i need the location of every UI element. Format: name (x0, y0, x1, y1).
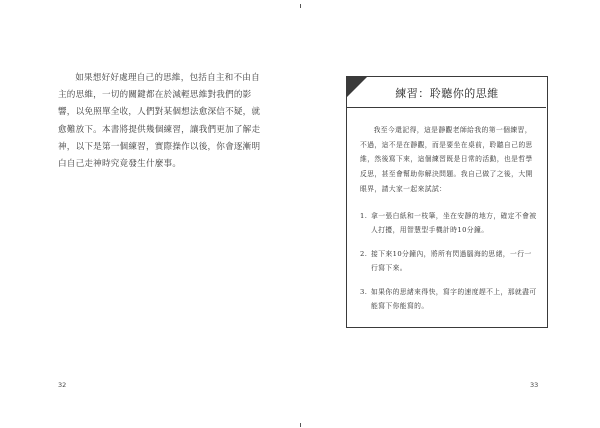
exercise-step (360, 209, 538, 238)
crop-mark-top (300, 4, 301, 8)
step-text: 拿一張白紙和一枝筆，坐在安靜的地方，確定不會被人打擾，用智慧型手機計時10分鐘。 (371, 212, 537, 235)
exercise-intro (360, 123, 538, 197)
exercise-step (360, 285, 538, 314)
exercise-title-divider (347, 107, 546, 108)
exercise-box (346, 76, 548, 328)
step-number: 1. (360, 212, 368, 220)
left-page-paragraph: 如果想好好處理自己的思維，包括自主和不由自主的思維，一切的關鍵都在於減輕思維對我們的影響，以免照單全收，人們對某個想法愈深信不疑，就愈難放下。本書將提供幾個練習，讓我們更加了解走神，以下是第一個練習，實際操作以後，你會逐漸明白自己走神時究竟發生什麼事。 (58, 73, 261, 170)
left-page-body (58, 70, 266, 173)
right-page-number: 33 (530, 381, 539, 389)
step-number: 3. (360, 287, 368, 296)
exercise-intro-text: 我至今還記得，這是靜觀老師給我的第一個練習，不過，這不是在靜觀，而是要坐在桌前，聆聽自己的思維，然後寫下來，這個練習既是日常的活動，也是哲學反思，甚至會幫助你解決問題。我自己做了之後，大開眼界，請大家一起來試試： (360, 126, 533, 193)
step-text: 如果你的思緒來得快，寫字的速度趕不上，那就盡可能寫下你能寫的。 (371, 287, 537, 311)
crop-mark-bottom (300, 423, 301, 427)
exercise-steps (360, 209, 538, 322)
exercise-step (360, 247, 538, 276)
exercise-title: 練習：聆聽你的思維 (395, 87, 499, 100)
left-page-number: 32 (58, 381, 67, 389)
step-number: 2. (360, 249, 368, 258)
step-text: 接下來10分鐘內，將所有閃過腦海的思緒，一行一行寫下來。 (371, 249, 532, 273)
